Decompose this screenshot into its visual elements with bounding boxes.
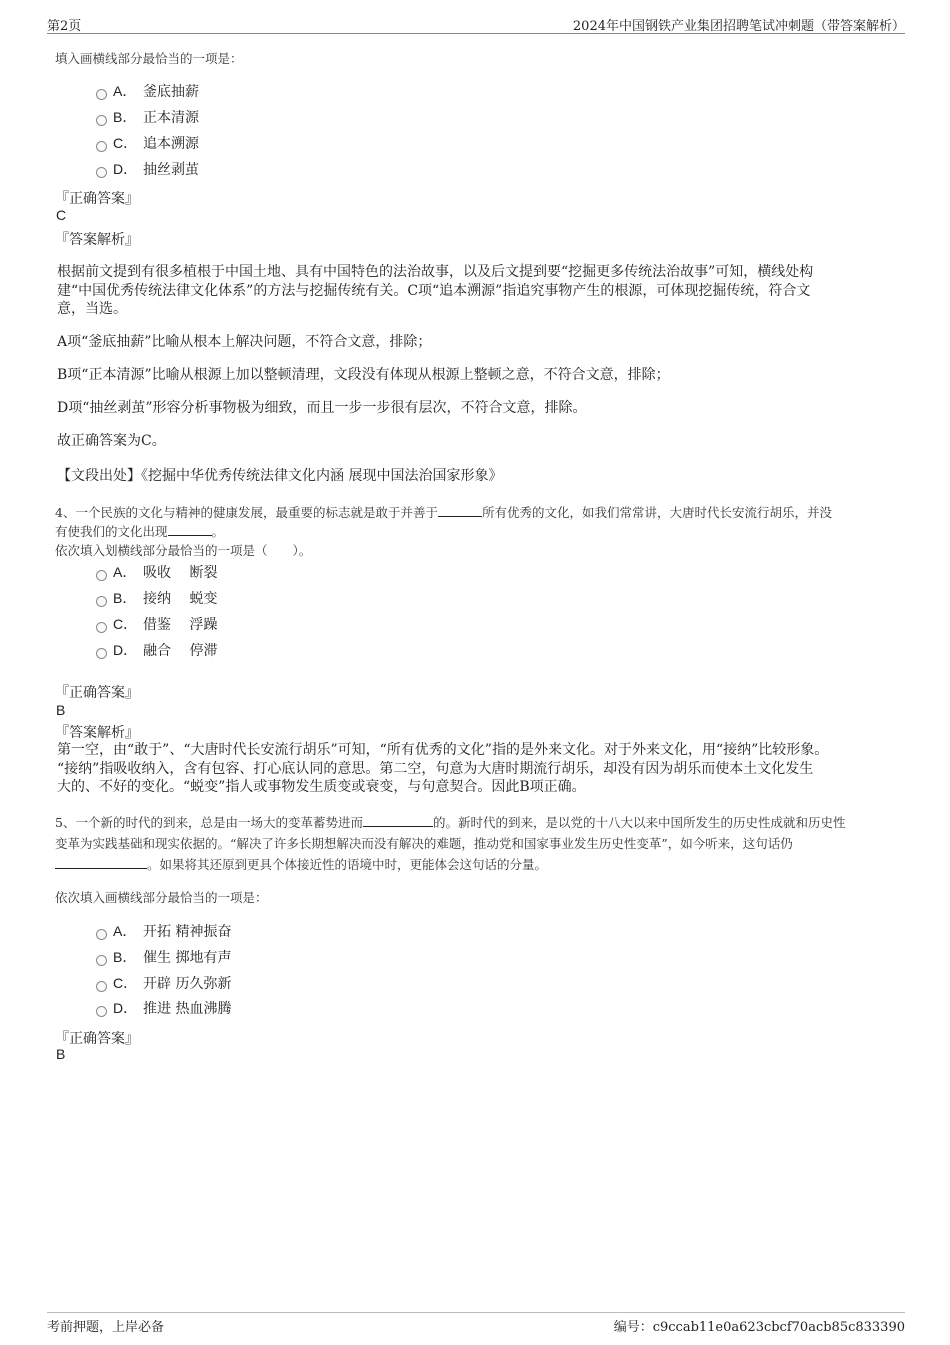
q4-option-b[interactable]: B． 接纳 蜕变 [96, 588, 217, 608]
q4-option-c[interactable]: C． 借鉴 浮躁 [96, 614, 217, 634]
q3-source: 【文段出处】《挖掘中华优秀传统法律文化内涵 展现中国法治国家形象》 [57, 468, 503, 484]
q5-stem-cont: 。如果将其还原到更具个体接近性的语境中时，更能体会这句话的分量。 [55, 855, 547, 873]
radio-icon[interactable] [96, 648, 107, 659]
page-header [47, 15, 905, 34]
q3-prompt: 填入画横线部分最恰当的一项是： [55, 51, 243, 66]
q3-option-c[interactable]: C． 追本溯源 [96, 133, 199, 153]
radio-icon[interactable] [96, 981, 107, 992]
radio-icon[interactable] [96, 1006, 107, 1017]
q4-analysis-line: 第一空，由“敢于”、“大唐时代长安流行胡乐”可知，“所有优秀的文化”指的是外来文化。对于外来文化，用“接纳”比较形象。 [57, 742, 829, 758]
q4-stem: 4、一个民族的文化与精神的健康发展，最重要的标志就是敢于并善于 所有优秀的文化，如我们常常讲，大唐时代长安流行胡乐，并没 [55, 505, 832, 520]
q4-analysis-line: “接纳”指吸收纳入，含有包容、打心底认同的意思。第二空，句意为大唐时期流行胡乐，却没有因为胡乐而使本土文化发生 [57, 761, 814, 777]
q3-option-a[interactable]: A． 釜底抽薪 [96, 81, 199, 101]
q4-option-d[interactable]: D． 融合 停滞 [96, 640, 217, 660]
q5-option-a[interactable]: A． 开拓 精神振奋 [96, 921, 231, 941]
radio-icon[interactable] [96, 167, 107, 178]
blank-line [168, 522, 212, 536]
radio-icon[interactable] [96, 570, 107, 581]
q3-analysis-line: 根据前文提到有很多植根于中国土地、具有中国特色的法治故事，以及后文提到要“挖掘更多传统法治故事”可知，横线处构 [57, 264, 814, 280]
blank-line [55, 855, 147, 869]
q3-analysis-line: 建“中国优秀传统法律文化体系”的方法与挖掘传统有关。C项“追本溯源”指追究事物产生的根源，可体现挖掘传统，符合文 [57, 283, 811, 299]
radio-icon[interactable] [96, 929, 107, 940]
blank-line [363, 813, 433, 827]
q4-prompt: 依次填入划横线部分最恰当的一项是（ ）。 [55, 543, 312, 558]
q3-analysis-line: D项“抽丝剥茧”形容分析事物极为细致，而且一步一步很有层次，不符合文意，排除。 [57, 400, 587, 416]
q4-answer: B [56, 702, 66, 718]
blank-line [438, 503, 482, 517]
q5-stem-cont: 变革为实践基础和现实依据的。“解决了许多长期想解决而没有解决的难题，推动党和国家事业发生历史性变革”，如今听来，这句话仍 [55, 836, 793, 851]
page-footer [47, 1312, 905, 1333]
radio-icon[interactable] [96, 596, 107, 607]
document-title: 2024年中国钢铁产业集团招聘笔试冲刺题（带答案解析） [572, 19, 905, 34]
radio-icon[interactable] [96, 115, 107, 126]
q3-analysis-line: A项“釜底抽薪”比喻从根本上解决问题，不符合文意，排除； [57, 334, 432, 350]
q5-option-d[interactable]: D． 推进 热血沸腾 [96, 998, 231, 1018]
q5-stem: 5、一个新的时代的到来，总是由一场大的变革蓄势进而 的。新时代的到来，是以党的十八大以来中国所发生的历史性成就和历史性 [55, 815, 846, 830]
radio-icon[interactable] [96, 622, 107, 633]
footer-slogan: 考前押题，上岸必备 [47, 1320, 165, 1335]
q5-answer: B [56, 1046, 66, 1062]
q3-analysis-line: B项“正本清源”比喻从根源上加以整顿清理，文段没有体现从根源上整顿之意，不符合文意，排除； [57, 367, 670, 383]
radio-icon[interactable] [96, 89, 107, 100]
q5-option-b[interactable]: B． 催生 掷地有声 [96, 947, 231, 967]
q4-answer-label: 『正确答案』 [55, 685, 139, 701]
radio-icon[interactable] [96, 141, 107, 152]
q5-answer-label: 『正确答案』 [55, 1031, 139, 1047]
q3-option-d[interactable]: D． 抽丝剥茧 [96, 159, 199, 179]
q3-option-b[interactable]: B． 正本清源 [96, 107, 199, 127]
document-id: 编号：c9ccab11e0a623cbcf70acb85c833390 [613, 1320, 905, 1335]
page-number: 第2页 [47, 19, 82, 34]
q3-answer: C [56, 207, 67, 223]
radio-icon[interactable] [96, 955, 107, 966]
q3-analysis-line: 故正确答案为C。 [57, 433, 166, 449]
q5-option-c[interactable]: C． 开辟 历久弥新 [96, 973, 231, 993]
q4-analysis-label: 『答案解析』 [55, 725, 139, 741]
q4-stem-cont: 有使我们的文化出现 。 [55, 524, 225, 539]
q3-analysis-line: 意，当选。 [57, 301, 127, 317]
q3-analysis-label: 『答案解析』 [55, 232, 139, 248]
q4-option-a[interactable]: A． 吸收 断裂 [96, 562, 217, 582]
q3-answer-label: 『正确答案』 [55, 191, 139, 207]
q5-prompt: 依次填入画横线部分最恰当的一项是： [55, 890, 268, 905]
q4-analysis-line: 大的、不好的变化。“蜕变”指人或事物发生质变或衰变，与句意契合。因此B项正确。 [57, 779, 586, 795]
